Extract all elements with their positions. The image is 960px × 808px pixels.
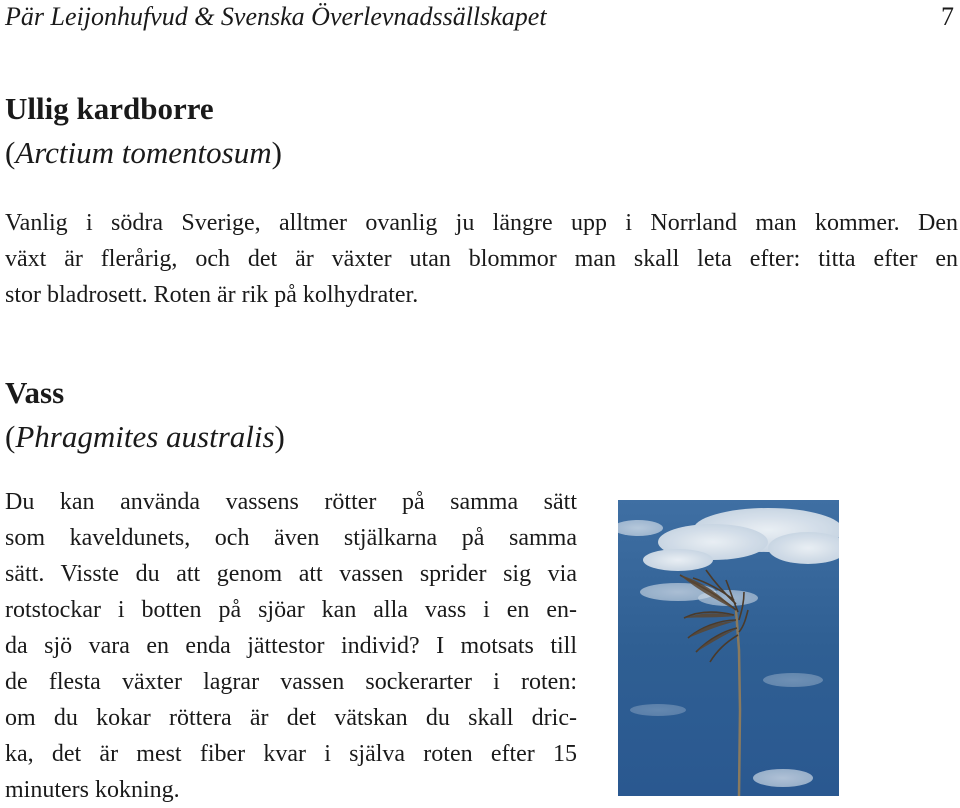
latin-name-italic: Phragmites australis (15, 419, 275, 454)
reed-photo (618, 500, 839, 796)
body-line: Vanlig i södra Sverige, alltmer ovanlig ju längre upp i Norrland man kommer. Den (5, 210, 958, 236)
page-number: 7 (941, 2, 954, 31)
section-latin-name: (Phragmites australis) (5, 419, 285, 454)
body-line: ka, det är mest fiber kvar i själva roten efter 15 (5, 741, 577, 767)
body-line: om du kokar röttera är det vätskan du skall dric- (5, 705, 577, 731)
section-name: Vass (5, 375, 65, 410)
body-line: Du kan använda vassens rötter på samma sätt (5, 489, 577, 515)
latin-name-italic: Arctium tomentosum (15, 135, 272, 170)
body-line: som kaveldunets, och även stjälkarna på samma (5, 525, 577, 551)
running-header-title: Pär Leijonhufvud & Svenska Överlevnadssällskapet (5, 2, 547, 31)
section-body-vass (5, 484, 577, 808)
body-line: rotstockar i botten på sjöar kan alla vass i en en- (5, 597, 577, 623)
section-latin-name: (Arctium tomentosum) (5, 135, 282, 170)
body-line: de flesta växter lagrar vassen sockerarter i roten: (5, 669, 577, 695)
section-heading-ullig-kardborre (5, 87, 282, 175)
section-name: Ullig kardborre (5, 91, 214, 126)
body-line: da sjö vara en enda jättestor individ? I motsats till (5, 633, 577, 659)
body-line: sätt. Visste du att genom att vassen sprider sig via (5, 561, 577, 587)
body-line: stor bladrosett. Roten är rik på kolhydrater. (5, 282, 419, 308)
body-line: minuters kokning. (5, 777, 180, 803)
reed-photo-image (618, 500, 839, 796)
section-heading-vass (5, 371, 285, 459)
body-line: växt är flerårig, och det är växter utan blommor man skall leta efter: titta efter en (5, 246, 958, 272)
section-body-ullig-kardborre (5, 205, 958, 313)
